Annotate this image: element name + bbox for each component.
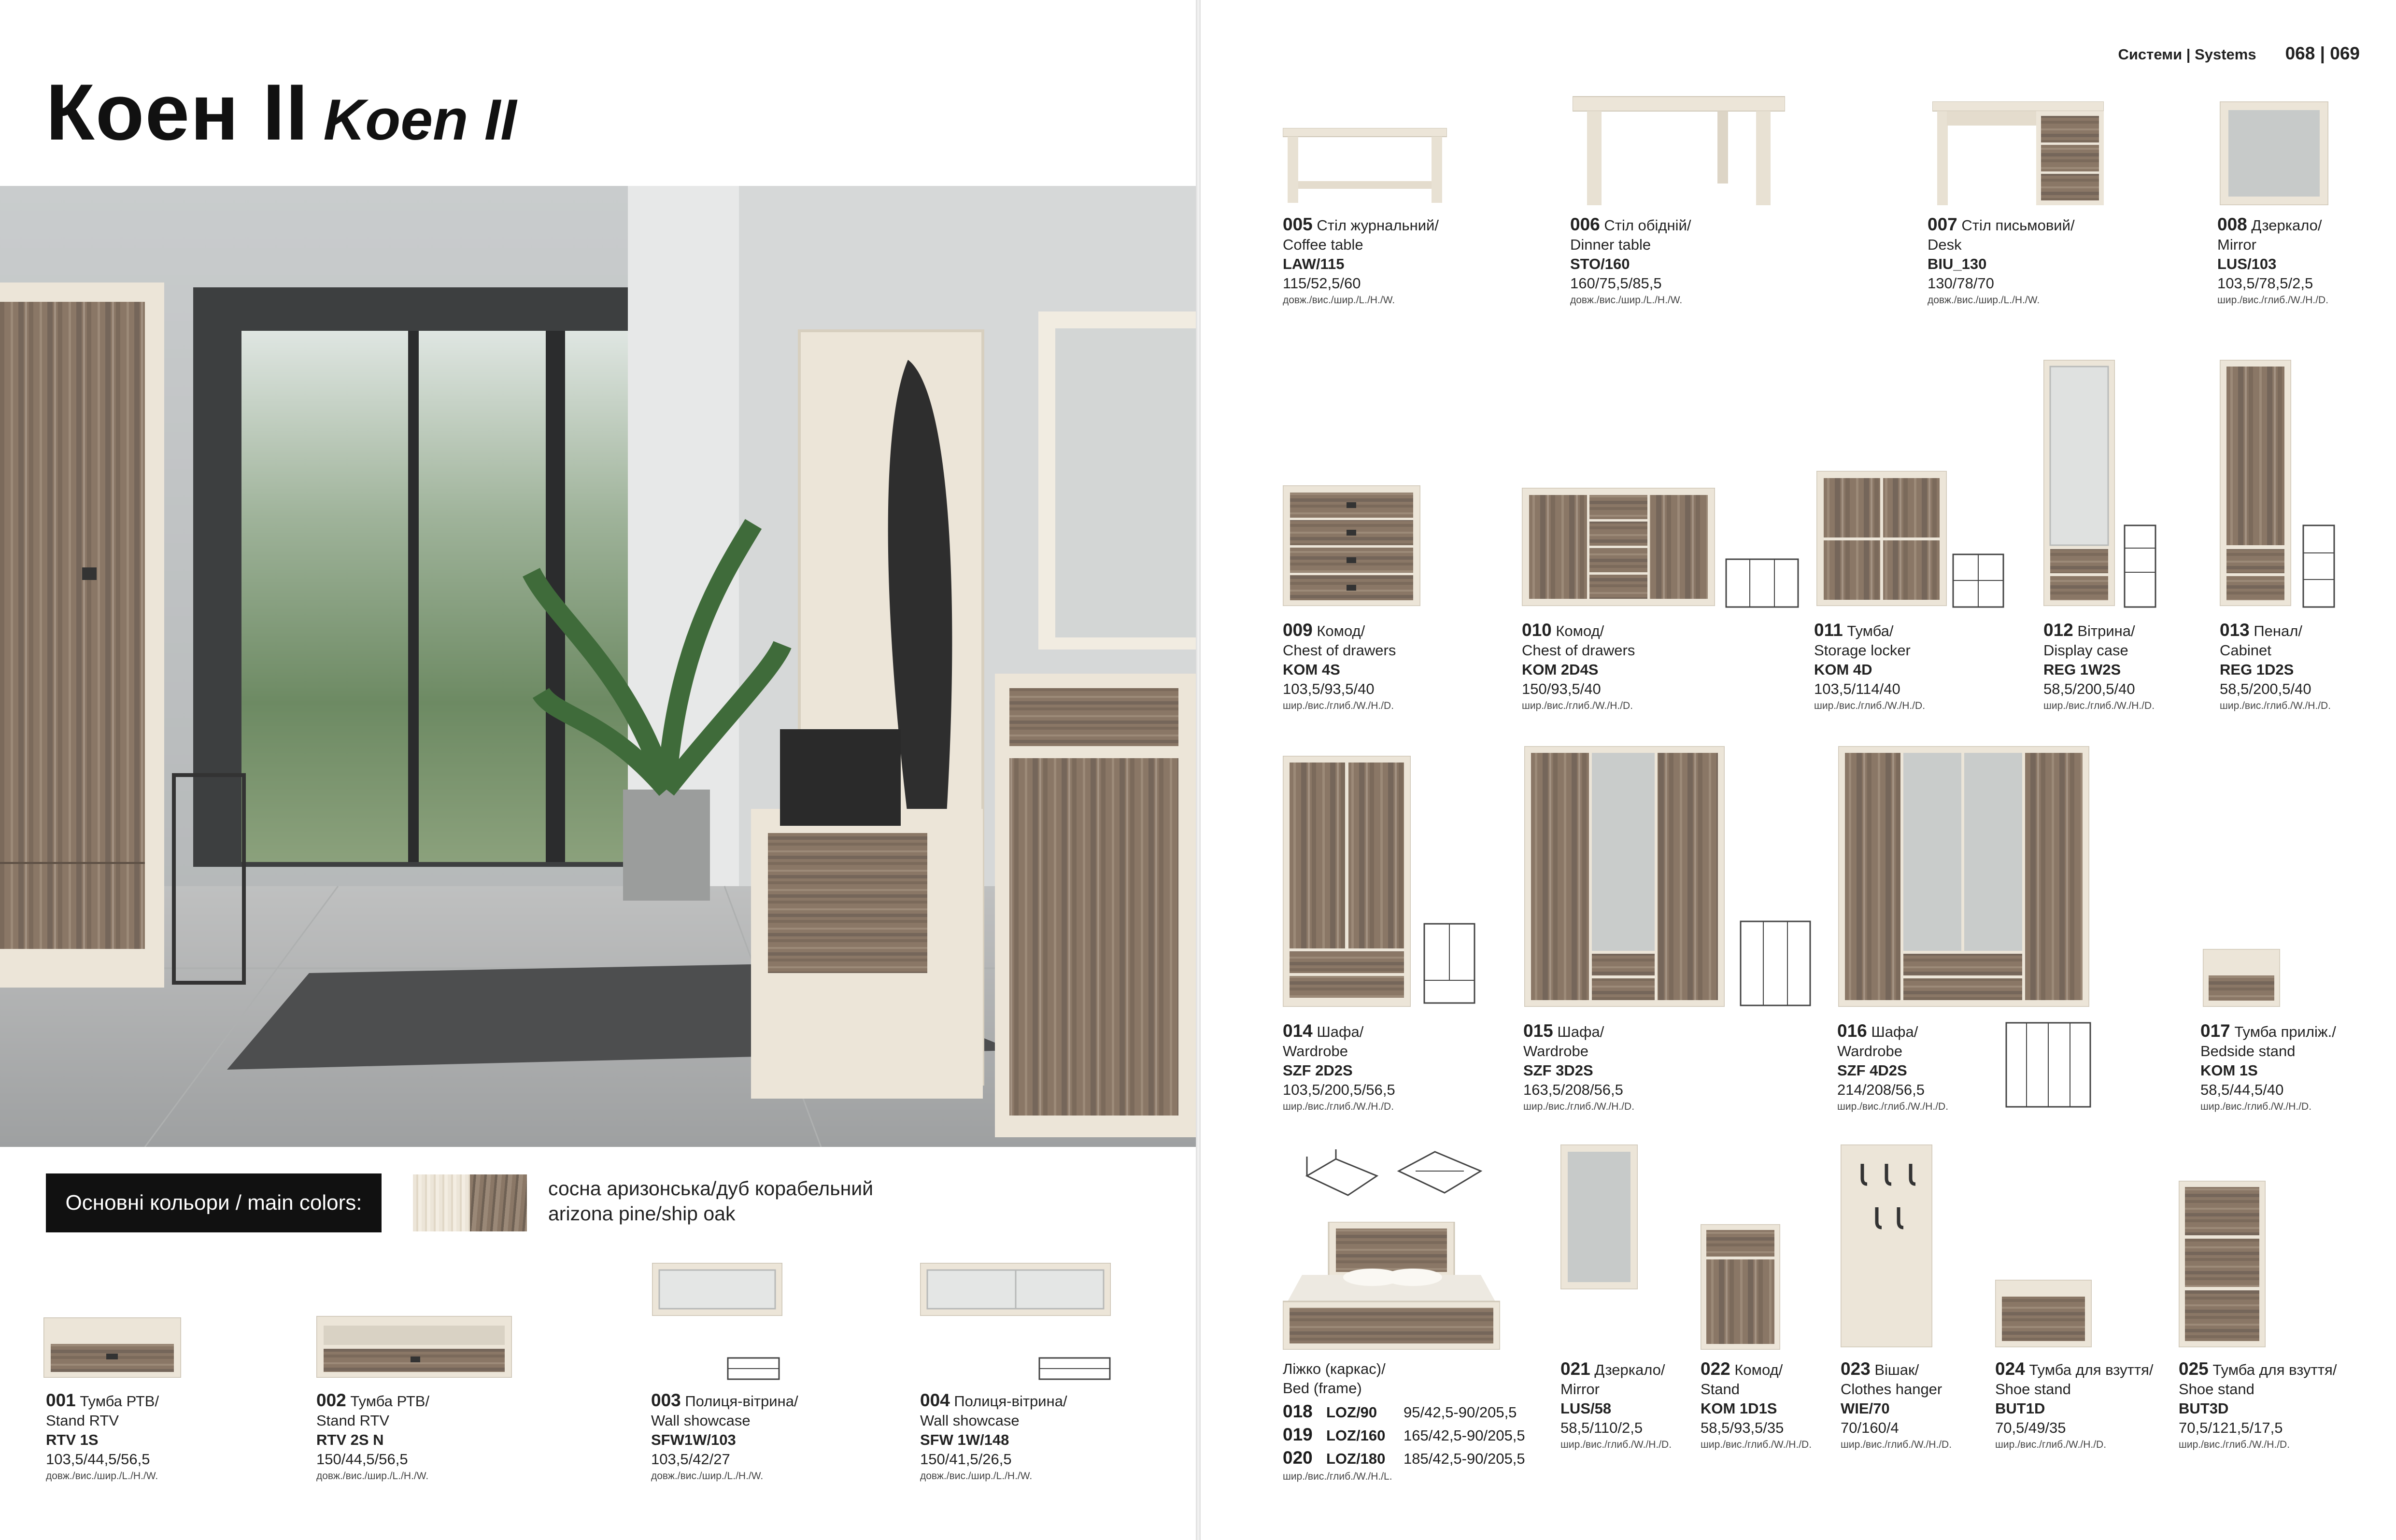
illus-kom-4d-open bbox=[1952, 553, 2005, 608]
illus-rtv-1s bbox=[43, 1317, 181, 1378]
illus-bed bbox=[1283, 1222, 1500, 1350]
item-008: 008 Дзеркало/ Mirror LUS/103 103,5/78,5/2,5 шир./вис./глиб./W./H./D. bbox=[2217, 214, 2329, 306]
right-page bbox=[1201, 0, 2396, 1540]
illus-mirror-lus103 bbox=[2220, 101, 2328, 205]
hero-interior-photo bbox=[0, 186, 1196, 1147]
bed-dims-label: шир./вис./глиб./W./H./L. bbox=[1283, 1471, 1392, 1482]
illus-kom-2d4s bbox=[1522, 488, 1715, 606]
bed-variant-row: 019 LOZ/160 165/42,5-90/205,5 bbox=[1283, 1425, 1525, 1444]
colors-line-en: arizona pine/ship oak bbox=[548, 1202, 736, 1225]
item-009: 009 Комод/ Chest of drawers KOM 4S 103,5/93,5/40 шир./вис./глиб./W./H./D. bbox=[1283, 620, 1396, 711]
item-022: 022 Комод/ Stand KOM 1D1S 58,5/93,5/35 шир./вис./глиб./W./H./D. bbox=[1701, 1359, 1812, 1450]
swatch-arizona-pine bbox=[413, 1174, 470, 1231]
illus-kom-1d1s bbox=[1701, 1224, 1780, 1350]
item-014: 014 Шафа/ Wardrobe SZF 2D2S 103,5/200,5/56,5 шир./вис./глиб./W./H./D. bbox=[1283, 1021, 1395, 1112]
main-colors-label: Основні кольори / main colors: bbox=[46, 1173, 382, 1232]
illus-sfw1w-103 bbox=[652, 1263, 782, 1316]
illus-reg-1w2s bbox=[2043, 360, 2115, 606]
illus-reg-1d2s bbox=[2220, 360, 2291, 606]
illus-sfw-1w-148-open bbox=[1038, 1357, 1111, 1380]
colors-description bbox=[548, 1176, 873, 1226]
illus-szf-3d2s-open bbox=[1739, 920, 1812, 1007]
illus-szf-2d2s bbox=[1283, 756, 1411, 1007]
item-003: 003 Полиця-вітрина/ Wall showcase SFW1W/103 103,5/42/27 довж./вис./шир./L./H./W. bbox=[651, 1390, 798, 1482]
illus-szf-2d2s-open bbox=[1423, 922, 1476, 1004]
bed-title-en: Bed (frame) bbox=[1283, 1380, 1362, 1397]
page-header bbox=[1201, 43, 2360, 64]
illus-bed-sketch-1 bbox=[1304, 1147, 1379, 1198]
illus-but1d bbox=[1995, 1280, 2092, 1347]
item-015: 015 Шафа/ Wardrobe SZF 3D2S 163,5/208/56,5 шир./вис./глиб./W./H./D. bbox=[1523, 1021, 1635, 1112]
illus-kom-4s bbox=[1283, 485, 1420, 606]
item-021: 021 Дзеркало/ Mirror LUS/58 58,5/110/2,5 шир./вис./глиб./W./H./D. bbox=[1560, 1359, 1672, 1450]
item-006: 006 Стіл обідній/ Dinner table STO/160 160/75,5/85,5 довж./вис./шир./L./H./W. bbox=[1570, 214, 1691, 306]
item-025: 025 Тумба для взуття/ Shoe stand BUT3D 70,5/121,5/17,5 шир./вис./глиб./W./H./D. bbox=[2179, 1359, 2337, 1450]
item-023: 023 Вішак/ Clothes hanger WIE/70 70/160/4 шир./вис./глиб./W./H./D. bbox=[1841, 1359, 1952, 1450]
item-004: 004 Полиця-вітрина/ Wall showcase SFW 1W/148 150/41,5/26,5 довж./вис./шир./L./H./W. bbox=[920, 1390, 1067, 1482]
illus-kom-2d4s-open bbox=[1725, 558, 1800, 608]
swatch-ship-oak bbox=[470, 1174, 527, 1231]
illus-coffee-table bbox=[1283, 128, 1447, 203]
illus-sfw1w-103-open bbox=[727, 1357, 780, 1380]
item-005: 005 Стіл журнальний/ Coffee table LAW/115 115/52,5/60 довж./вис./шир./L./H./W. bbox=[1283, 214, 1439, 306]
item-010: 010 Комод/ Chest of drawers KOM 2D4S 150/93,5/40 шир./вис./глиб./W./H./D. bbox=[1522, 620, 1635, 711]
page-spine bbox=[1196, 0, 1201, 1540]
bed-title-ua: Ліжко (каркас)/ bbox=[1283, 1360, 1386, 1377]
item-bed bbox=[1283, 1359, 1386, 1398]
illus-szf-3d2s bbox=[1524, 746, 1725, 1007]
item-024: 024 Тумба для взуття/ Shoe stand BUT1D 70,5/49/35 шир./вис./глиб./W./H./D. bbox=[1995, 1359, 2154, 1450]
illus-reg-1d2s-open bbox=[2302, 524, 2336, 608]
page-numbers: 068 | 069 bbox=[2285, 43, 2360, 63]
illus-reg-1w2s-open bbox=[2123, 524, 2157, 608]
illus-mirror-lus58 bbox=[1560, 1144, 1638, 1289]
illus-bed-sketch-2 bbox=[1396, 1142, 1483, 1198]
item-012: 012 Вітрина/ Display case REG 1W2S 58,5/200,5/40 шир./вис./глиб./W./H./D. bbox=[2043, 620, 2155, 711]
bed-variant-row: 018 LOZ/90 95/42,5-90/205,5 bbox=[1283, 1401, 1517, 1421]
item-011: 011 Тумба/ Storage locker KOM 4D 103,5/114/40 шир./вис./глиб./W./H./D. bbox=[1814, 620, 1926, 711]
title-latin: Koen II bbox=[323, 87, 517, 152]
title-cyrillic: Коен II bbox=[46, 68, 309, 156]
page-title bbox=[46, 68, 517, 156]
illus-szf-4d2s bbox=[1838, 746, 2089, 1007]
item-016: 016 Шафа/ Wardrobe SZF 4D2S 214/208/56,5 шир./вис./глиб./W./H./D. bbox=[1837, 1021, 1949, 1112]
illus-but3d bbox=[2179, 1181, 2266, 1347]
illus-szf-4d2s-open bbox=[2005, 1021, 2092, 1108]
illus-desk bbox=[1932, 101, 2104, 205]
colors-line-ua: сосна аризонська/дуб корабельний bbox=[548, 1177, 874, 1200]
item-007: 007 Стіл письмовий/ Desk BIU_130 130/78/70 довж./вис./шир./L./H./W. bbox=[1928, 214, 2075, 306]
left-page bbox=[0, 0, 1196, 1540]
item-017: 017 Тумба приліж./ Bedside stand KOM 1S 58,5/44,5/40 шир./вис./глиб./W./H./D. bbox=[2200, 1021, 2336, 1112]
illus-dinner-table bbox=[1573, 87, 1785, 205]
item-002: 002 Тумба РТВ/ Stand RTV RTV 2S N 150/44,5/56,5 довж./вис./шир./L./H./W. bbox=[316, 1390, 430, 1482]
illus-kom-4d bbox=[1816, 471, 1947, 606]
illus-rtv-2s-n bbox=[316, 1316, 512, 1378]
item-013: 013 Пенал/ Cabinet REG 1D2S 58,5/200,5/40 шир./вис./глиб./W./H./D. bbox=[2220, 620, 2331, 711]
illus-kom-1s bbox=[2203, 949, 2280, 1007]
item-001: 001 Тумба РТВ/ Stand RTV RTV 1S 103,5/44,5/56,5 довж./вис./шир./L./H./W. bbox=[46, 1390, 159, 1482]
bed-variant-row: 020 LOZ/180 185/42,5-90/205,5 bbox=[1283, 1448, 1525, 1468]
bed-variants bbox=[1283, 1400, 1525, 1483]
illus-sfw-1w-148 bbox=[920, 1263, 1111, 1316]
section-name: Системи | Systems bbox=[2118, 46, 2256, 63]
illus-hanger-wie70 bbox=[1841, 1144, 1932, 1347]
